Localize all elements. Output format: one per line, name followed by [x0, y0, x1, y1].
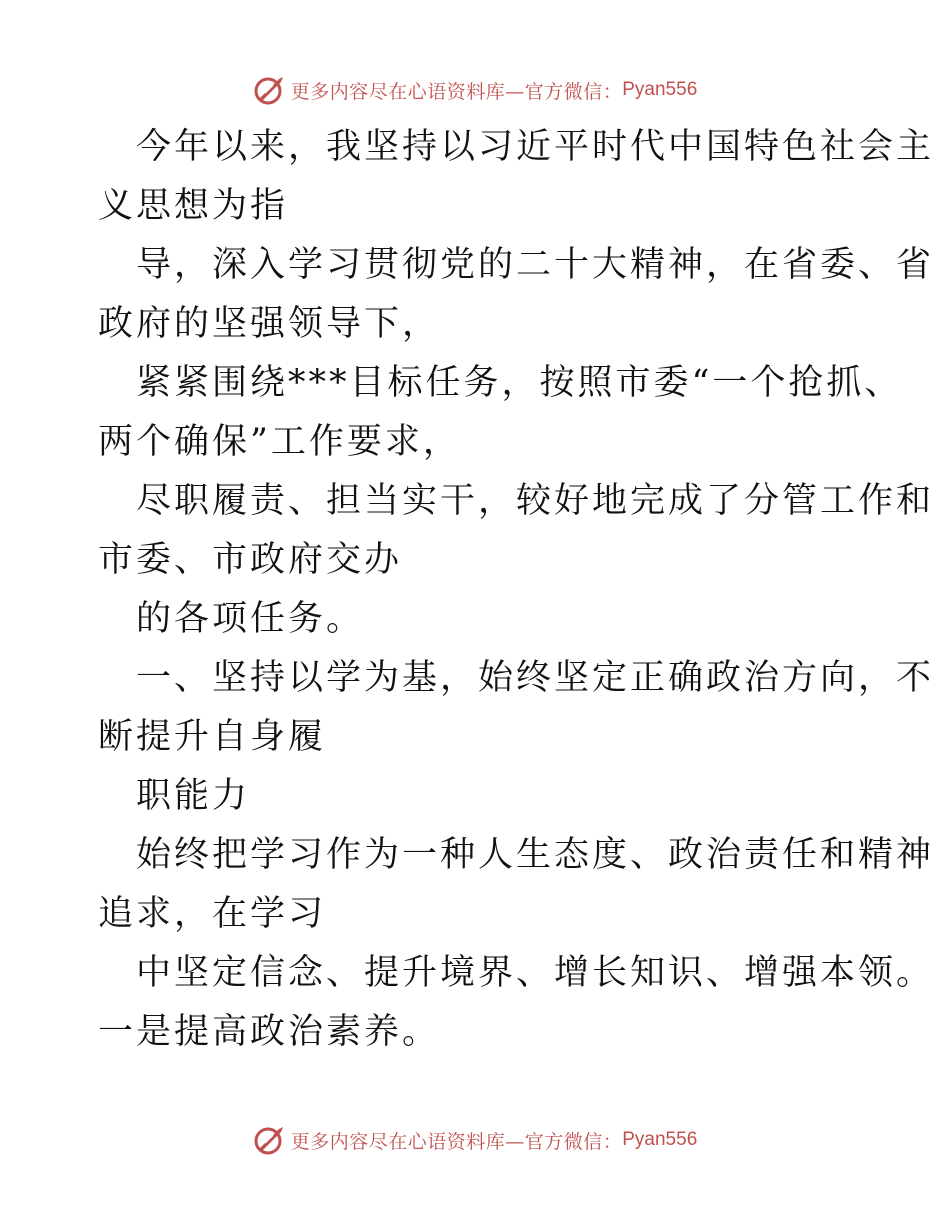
- body-line: 一是提高政治素养。: [98, 1012, 441, 1052]
- quill-logo-icon: [253, 73, 287, 107]
- body-line: 的各项任务。: [136, 599, 365, 639]
- body-line: 义思想为指: [98, 186, 289, 226]
- footer-banner-handle: Pyan556: [622, 1129, 698, 1150]
- body-line: 政府的坚强领导下，: [98, 304, 441, 344]
- section-heading-line: 职能力: [136, 776, 251, 816]
- body-line: 紧紧围绕***目标任务，按照市委“一个抢抓、: [136, 363, 903, 403]
- body-line: 今年以来，我坚持以习近平时代中国特色社会主: [136, 127, 935, 167]
- header-banner-text: 更多内容尽在心语资料库—官方微信：: [290, 80, 623, 103]
- body-line: 导，深入学习贯彻党的二十大精神，在省委、省: [136, 245, 935, 285]
- footer-banner-text: 更多内容尽在心语资料库—官方微信：: [290, 1130, 623, 1153]
- section-heading-line: 断提升自身履: [98, 717, 327, 757]
- footer-watermark-banner: [0, 1120, 950, 1160]
- body-line: 始终把学习作为一种人生态度、政治责任和精神: [136, 835, 935, 875]
- document-body: [98, 118, 935, 1062]
- quill-logo-icon: [253, 1123, 287, 1157]
- header-watermark-banner: [0, 70, 950, 110]
- section-heading-line: 一、坚持以学为基，始终坚定正确政治方向，不: [136, 658, 935, 698]
- body-line: 中坚定信念、提升境界、增长知识、增强本领。: [136, 953, 935, 993]
- body-line: 尽职履责、担当实干，较好地完成了分管工作和: [136, 481, 935, 521]
- body-line: 市委、市政府交办: [98, 540, 403, 580]
- body-line: 追求，在学习: [98, 894, 327, 934]
- header-banner-handle: Pyan556: [622, 79, 698, 100]
- body-line: 两个确保”工作要求，: [98, 422, 461, 462]
